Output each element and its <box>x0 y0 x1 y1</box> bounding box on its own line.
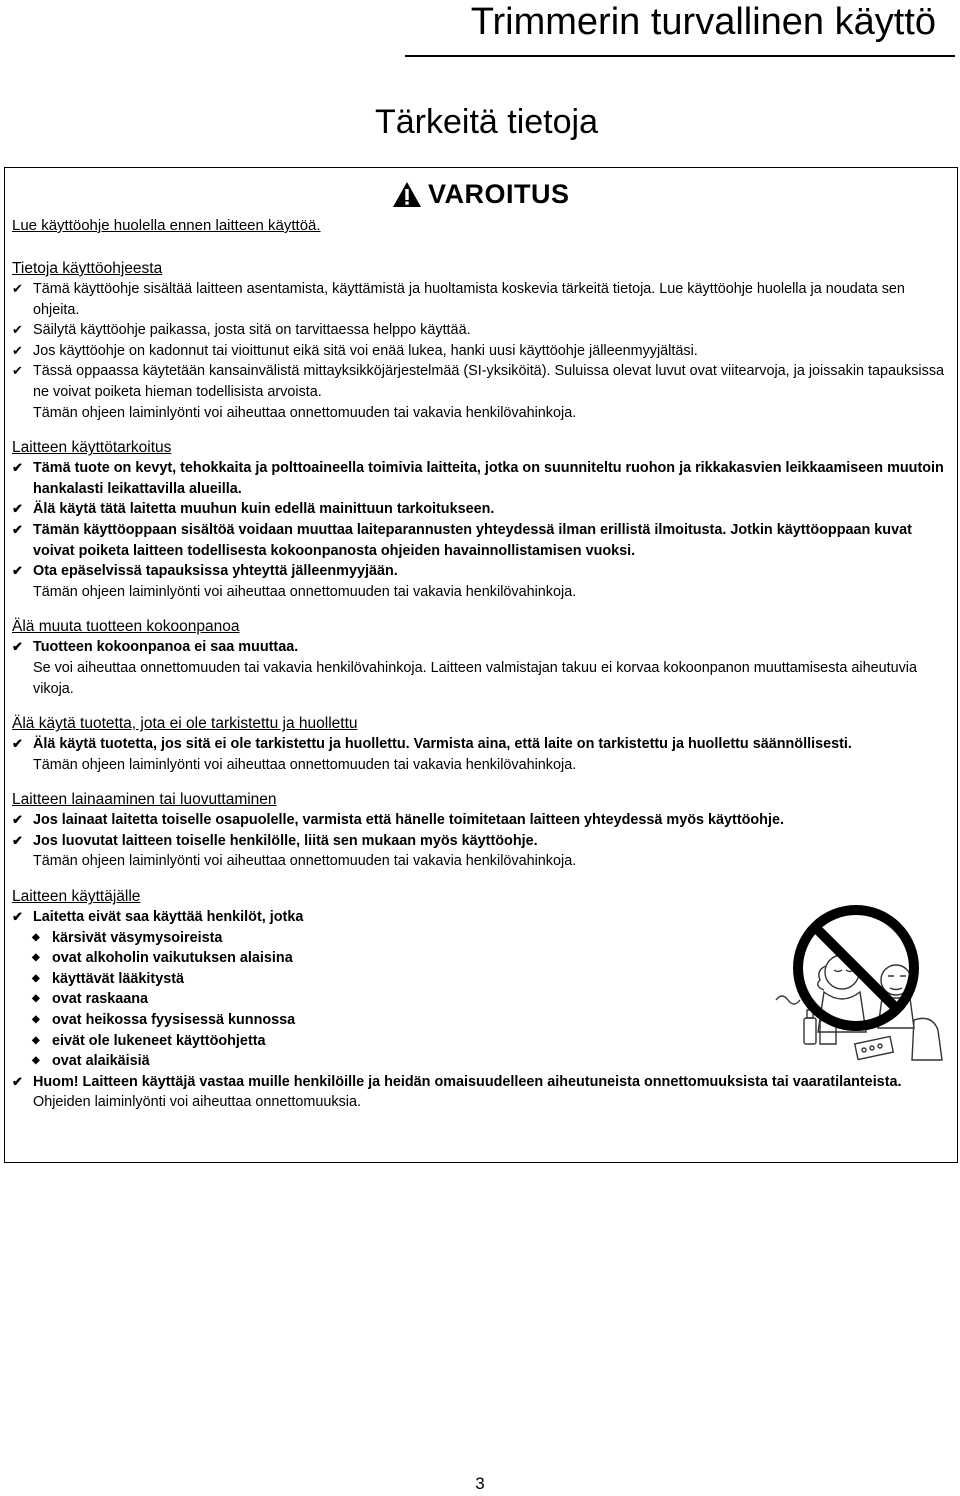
bullet-item: ◆ ovat heikossa fyysisessä kunnossa <box>52 1010 952 1031</box>
document-title: Trimmerin turvallinen käyttö <box>470 1 936 43</box>
list-item: ✔ Ota epäselvissä tapauksissa yhteyttä jälleenmyyjään. <box>12 561 952 582</box>
list-item: ✔ Tässä oppaassa käytetään kansainvälistä mittayksikköjärjestelmää (SI-yksiköitä). Suluissa olevat luvut ovat viitearvoja, ja joissakin tapauksissa ne voivat poiketa hieman todellisista arvoista. <box>12 363 945 400</box>
section-note: Ohjeiden laiminlyönti voi aiheuttaa onnettomuuksia. <box>33 1094 361 1111</box>
section-no-modification <box>12 616 952 699</box>
list-item: ✔ Älä käytä tätä laitetta muuhun kuin edellä mainittuun tarkoitukseen. <box>12 499 952 520</box>
bullet-item: ◆ ovat alkoholin vaikutuksen alaisina <box>52 948 952 969</box>
bullet-item: ◆ ovat raskaana <box>52 989 952 1010</box>
section-intended-use <box>12 437 952 602</box>
checkmark-marker-icon: ✔ <box>12 812 23 828</box>
section-heading: Laitteen käyttäjälle <box>12 888 141 906</box>
checkmark-marker-icon: ✔ <box>12 736 23 752</box>
checkmark-marker-icon: ✔ <box>12 342 23 358</box>
section-note: Tämän ohjeen laiminlyönti voi aiheuttaa onnettomuuden tai vakavia henkilövahinkoja. <box>33 853 577 870</box>
checkmark-marker-icon: ✔ <box>12 1073 23 1089</box>
list-item: ✔ Tuotteen kokoonpanoa ei saa muuttaa. <box>12 637 952 658</box>
section-heading: Älä muuta tuotteen kokoonpanoa <box>12 618 240 636</box>
list-item: ✔ Jos luovutat laitteen toiselle henkilölle, liitä sen mukaan myös käyttöohje. <box>12 831 952 852</box>
section-note: Tämän ohjeen laiminlyönti voi aiheuttaa onnettomuuden tai vakavia henkilövahinkoja. <box>33 583 577 600</box>
section-heading: Laitteen käyttötarkoitus <box>12 439 172 457</box>
checkmark-marker-icon: ✔ <box>12 363 23 379</box>
list-item: ✔ Huom! Laitteen käyttäjä vastaa muille henkilöille ja heidän omaisuudelleen aiheutuneista onnettomuuksista tai vaaratilanteista. <box>12 1072 952 1093</box>
list-item: ✔ Tämä tuote on kevyt, tehokkaita ja polttoaineella toimivia laitteita, jotka on suunniteltu ruohon ja rikkakasvien leikkaamiseen muutoin hankalasti leikattavilla alueilla. <box>12 460 944 497</box>
warning-intro: Lue käyttöohje huolella ennen laitteen käyttöä. <box>12 217 321 234</box>
diamond-bullet-icon: ◆ <box>32 931 40 943</box>
checkmark-marker-icon: ✔ <box>12 521 23 537</box>
page-number: 3 <box>475 1474 485 1493</box>
checkmark-marker-icon: ✔ <box>12 501 23 517</box>
warning-heading <box>392 178 570 210</box>
section-manual-info <box>12 258 952 423</box>
section-heading: Älä käytä tuotetta, jota ei ole tarkistettu ja huollettu <box>12 715 358 733</box>
diamond-bullet-icon: ◆ <box>32 952 40 964</box>
bullet-item: ◆ eivät ole lukeneet käyttöohjetta <box>52 1031 952 1052</box>
section-title: Tärkeitä tietoja <box>375 103 598 141</box>
warning-triangle-icon <box>392 181 422 208</box>
prohibited-users-illustration <box>764 900 959 1075</box>
section-heading: Tietoja käyttöohjeesta <box>12 260 163 277</box>
checkmark-marker-icon: ✔ <box>12 909 23 925</box>
list-item: ✔ Säilytä käyttöohje paikassa, josta sitä on tarvittaessa helppo käyttää. <box>12 320 952 341</box>
checkmark-marker-icon: ✔ <box>12 639 23 655</box>
header-rule <box>405 55 955 57</box>
checkmark-marker-icon: ✔ <box>12 563 23 579</box>
diamond-bullet-icon: ◆ <box>32 1055 40 1067</box>
list-item: ✔ Älä käytä tuotetta, jos sitä ei ole tarkistettu ja huollettu. Varmista aina, että laite on tarkistettu ja huollettu säännöllisesti. <box>12 734 952 755</box>
list-item: ✔ Tämän käyttöoppaan sisältöä voidaan muuttaa laiteparannusten yhteydessä ilman erillistä ilmoitusta. Jotkin käyttöoppaan kuvat voivat poiketa laitteen todellisesta kokoonpanosta ohjeiden havainnollistamisen vuoksi. <box>12 521 912 559</box>
checkmark-marker-icon: ✔ <box>12 460 23 476</box>
bullet-item: ◆ käyttävät lääkitystä <box>52 969 952 990</box>
section-note: Tämän ohjeen laiminlyönti voi aiheuttaa onnettomuuden tai vakavia henkilövahinkoja. <box>33 404 577 421</box>
diamond-bullet-icon: ◆ <box>32 1014 40 1026</box>
diamond-bullet-icon: ◆ <box>32 1034 40 1046</box>
warning-label: VAROITUS <box>428 178 570 209</box>
diamond-bullet-icon: ◆ <box>32 993 40 1005</box>
section-maintenance <box>12 713 952 775</box>
section-lending <box>12 789 952 872</box>
checkmark-marker-icon: ✔ <box>12 832 23 848</box>
section-note: Se voi aiheuttaa onnettomuuden tai vakavia henkilövahinkoja. Laitteen valmistajan takuu ei korvaa kokoonpanon muuttamisesta aiheutuvia vikoja. <box>33 659 917 697</box>
bullet-item: ◆ ovat alaikäisiä <box>52 1051 952 1072</box>
checkmark-marker-icon: ✔ <box>12 281 23 296</box>
diamond-bullet-icon: ◆ <box>32 972 40 984</box>
checkmark-marker-icon: ✔ <box>12 322 23 338</box>
list-item: ✔ Jos käyttöohje on kadonnut tai vioittunut eikä sitä voi enää lukea, hanki uusi käyttöohje jälleenmyyjältäsi. <box>12 341 952 362</box>
section-heading: Laitteen lainaaminen tai luovuttaminen <box>12 791 277 809</box>
bullet-item: ◆ kärsivät väsymysoireista <box>52 928 952 949</box>
list-item: ✔ Laitetta eivät saa käyttää henkilöt, jotka <box>12 907 952 928</box>
list-item: ✔ Tämä käyttöohje sisältää laitteen asentamista, käyttämistä ja huoltamista koskevia tärkeitä tietoja. Lue käyttöohje huolella ja noudata sen ohjeita. <box>12 281 905 318</box>
section-note: Tämän ohjeen laiminlyönti voi aiheuttaa onnettomuuden tai vakavia henkilövahinkoja. <box>33 756 577 773</box>
list-item: ✔ Jos lainaat laitetta toiselle osapuolelle, varmista että hänelle toimitetaan laitteen yhteydessä myös käyttöohje. <box>12 810 952 831</box>
